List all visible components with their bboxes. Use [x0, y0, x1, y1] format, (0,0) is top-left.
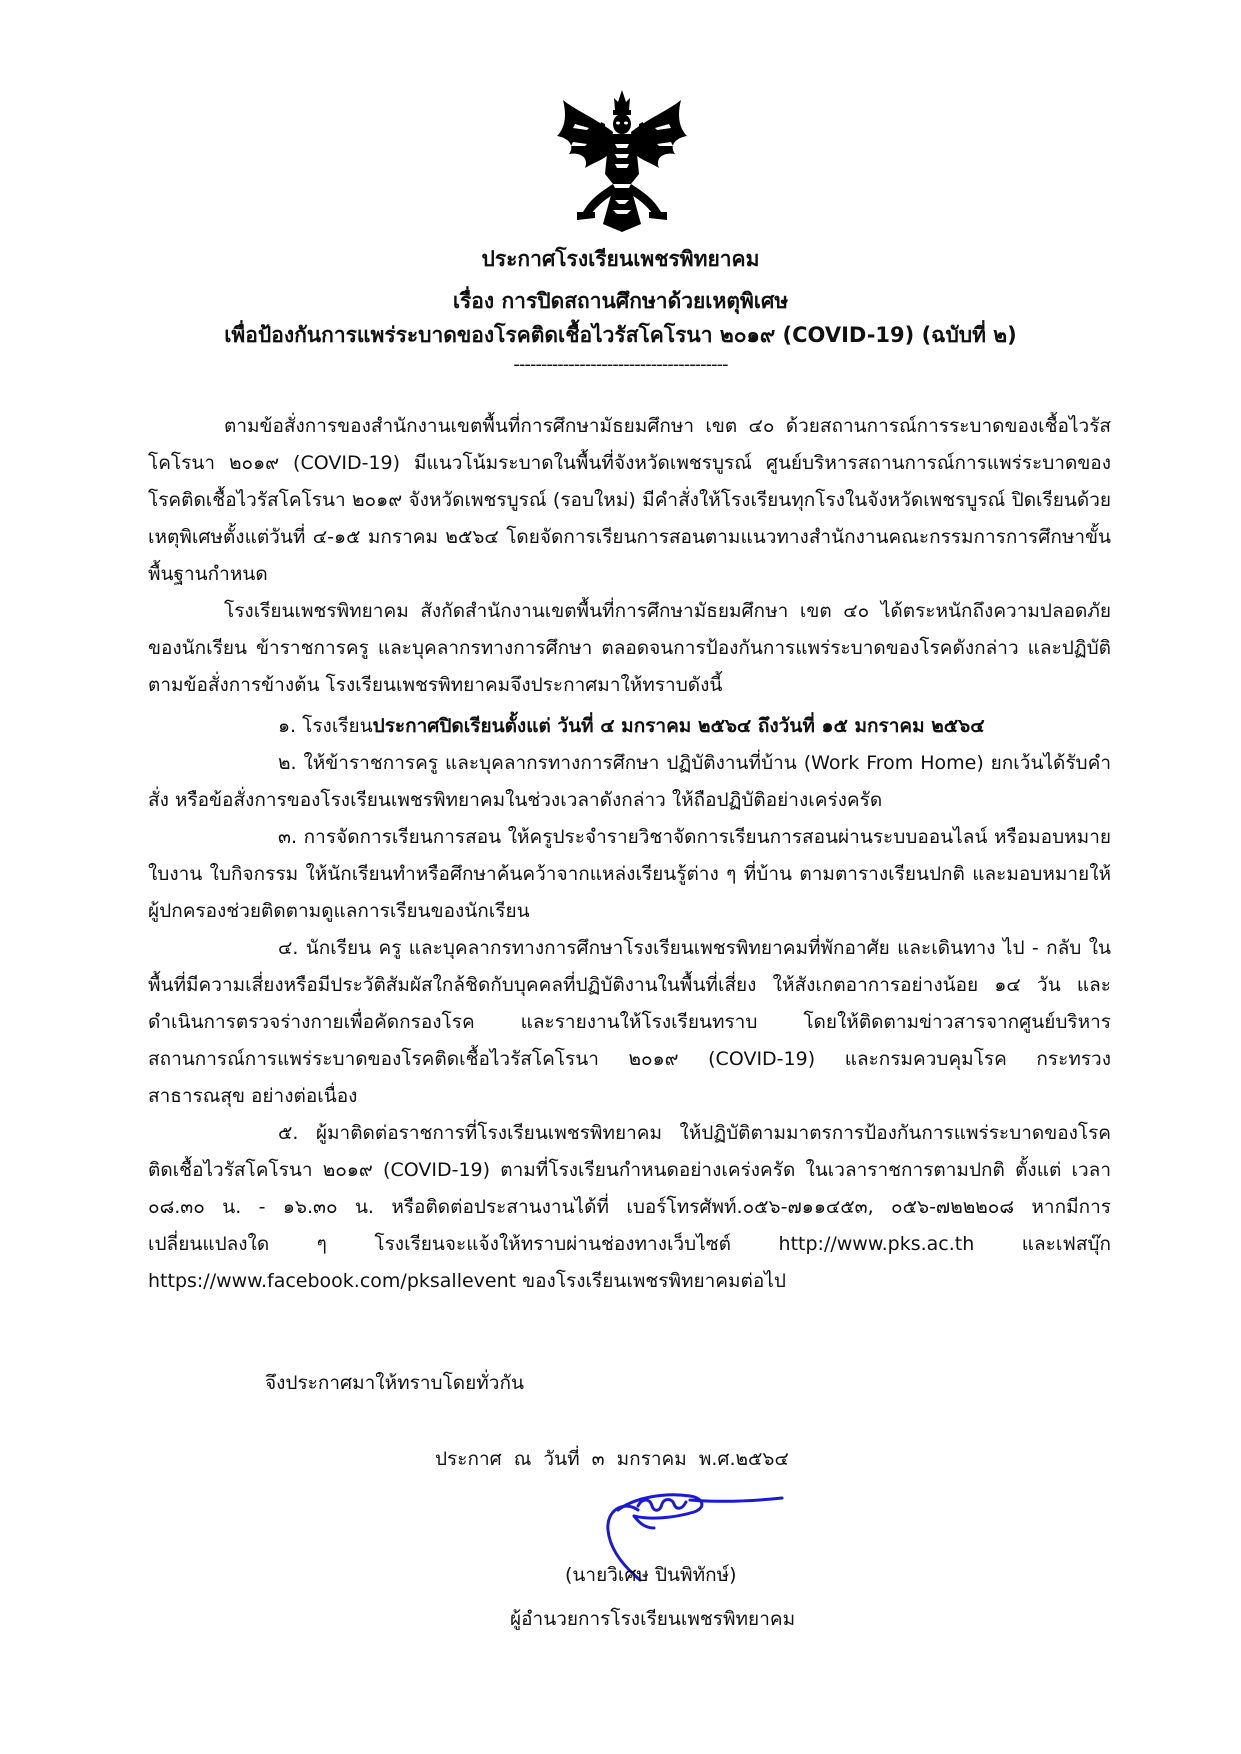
- item-5: ๕. ผู้มาติดต่อราชการที่โรงเรียนเพชรพิทยาคม ให้ปฏิบัติตามมาตรการป้องกันการแพร่ระบาดของโรคติดเชื้อไวรัสโคโรนา ๒๐๑๙ (COVID-19) ตามที่โรงเรียนกำหนดอย่างเคร่งครัด ในเวลาราชการตามปกติ ตั้งแต่ เวลา ๐๘.๓๐ น. - ๑๖.๓๐ น. หรือติดต่อประสานงานได้ที่ เบอร์โทรศัพท์.๐๕๖-๗๑๑๔๕๓, ๐๕๖-๗๒๒๒๐๘ หากมีการเปลี่ยนแปลงใด ๆ โรงเรียนจะแจ้งให้ทราบผ่านช่องทางเว็บไซต์ http://www.pks.ac.th และเฟสบุ๊ก https://www.facebook.com/pksallevent ของโรงเรียนเพชรพิทยาคมต่อไป: [148, 1122, 1111, 1292]
- title-divider: ---------------------------------------: [513, 354, 728, 375]
- item-3: ๓. การจัดการเรียนการสอน ให้ครูประจำรายวิชาจัดการเรียนการสอนผ่านระบบออนไลน์ หรือมอบหมายใบงาน ใบกิจกรรม ให้นักเรียนทำหรือศึกษาค้นคว้าจากแหล่งเรียนรู้ต่าง ๆ ที่บ้าน ตามตารางเรียนปกติ และมอบหมายให้ผู้ปกครองช่วยติดตามดูแลการเรียนของนักเรียน: [148, 826, 1111, 922]
- item-4: ๔. นักเรียน ครู และบุคลากรทางการศึกษาโรงเรียนเพชรพิทยาคมที่พักอาศัย และเดินทาง ไป - กลับ ในพื้นที่มีความเสี่ยงหรือมีประวัติสัมผัสใกล้ชิดกับบุคคลที่ปฏิบัติงานในพื้นที่เสี่ยง ให้สังเกตอาการอย่างน้อย ๑๔ วัน และดำเนินการตรวจร่างกายเพื่อคัดกรองโรค และรายงานให้โรงเรียนทราบ โดยให้ติดตามข่าวสารจากศูนย์บริหารสถานการณ์การแพร่ระบาดของโรคติดเชื้อไวรัสโคโรนา ๒๐๑๙ (COVID-19) และกรมควบคุมโรค กระทรวงสาธารณสุข อย่างต่อเนื่อง: [148, 937, 1111, 1107]
- signer-name: (นายวิเศษ ปินพิทักษ์): [565, 1564, 737, 1586]
- item-1: [148, 708, 1111, 745]
- announcement-purpose: เพื่อป้องกันการแพร่ระบาดของโรคติดเชื้อไวรัสโคโรนา ๒๐๑๙ (COVID-19) (ฉบับที่ ๒): [224, 323, 1017, 347]
- item-2: ๒. ให้ข้าราชการครู และบุคลากรทางการศึกษา ปฏิบัติงานที่บ้าน (Work From Home) ยกเว้นได้รับคำสั่ง หรือข้อสั่งการของโรงเรียนเพชรพิทยาคมในช่วงเวลาดังกล่าว ให้ถือปฏิบัติอย่างเคร่งครัด: [148, 752, 1111, 811]
- paragraph-2: โรงเรียนเพชรพิทยาคม สังกัดสำนักงานเขตพื้นที่การศึกษามัธยมศึกษา เขต ๔๐ ได้ตระหนักถึงความปลอดภัยของนักเรียน ข้าราชการครู และบุคลากรทางการศึกษา ตลอดจนการป้องกันการแพร่ระบาดของโรคดังกล่าว และปฏิบัติตามข้อสั่งการข้างต้น โรงเรียนเพชรพิทยาคมจึงประกาศมาให้ทราบดังนี้: [148, 600, 1111, 696]
- item-1-prefix: ๑. โรงเรียน: [278, 715, 373, 737]
- announcement-title: ประกาศโรงเรียนเพชรพิทยาคม: [481, 247, 760, 271]
- paragraph-1: ตามข้อสั่งการของสำนักงานเขตพื้นที่การศึกษามัธยมศึกษา เขต ๔๐ ด้วยสถานการณ์การระบาดของเชื้อไวรัสโคโรนา ๒๐๑๙ (COVID-19) มีแนวโน้มระบาดในพื้นที่จังหวัดเพชรบูรณ์ ศูนย์บริหารสถานการณ์การแพร่ระบาดของโรคติดเชื้อไวรัสโคโรนา ๒๐๑๙ จังหวัดเพชรบูรณ์ (รอบใหม่) มีคำสั่งให้โรงเรียนทุกโรงในจังหวัดเพชรบูรณ์ ปิดเรียนด้วยเหตุพิเศษตั้งแต่วันที่ ๔-๑๕ มกราคม ๒๕๖๔ โดยจัดการเรียนการสอนตามแนวทางสำนักงานคณะกรรมการการศึกษาขั้นพื้นฐานกำหนด: [148, 415, 1111, 585]
- announcement-body: [148, 408, 1111, 1300]
- announcement-subject: เรื่อง การปิดสถานศึกษาด้วยเหตุพิเศษ: [452, 289, 789, 313]
- closing-statement: จึงประกาศมาให้ทราบโดยทั่วกัน: [265, 1372, 524, 1394]
- announcement-date: ประกาศ ณ วันที่ ๓ มกราคม พ.ศ.๒๕๖๔: [435, 1448, 789, 1470]
- garuda-emblem-icon: [555, 88, 690, 233]
- signer-position: ผู้อำนวยการโรงเรียนเพชรพิทยาคม: [510, 1608, 796, 1630]
- item-1-bold-text: ประกาศปิดเรียนตั้งแต่ วันที่ ๔ มกราคม ๒๕๖๔ ถึงวันที่ ๑๕ มกราคม ๒๕๖๔: [372, 715, 985, 737]
